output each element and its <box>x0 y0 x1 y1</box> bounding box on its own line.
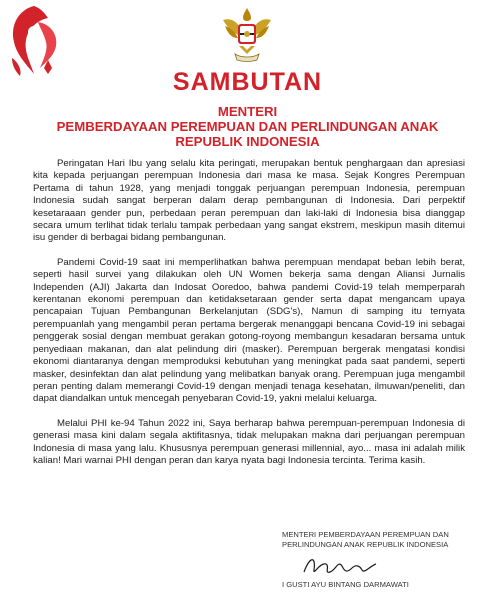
subtitle-line-1: MENTERI <box>217 104 278 119</box>
signature-block <box>282 530 492 590</box>
subtitle-line-2: PEMBERDAYAAN PEREMPUAN DAN PERLINDUNGAN ANAK <box>56 119 439 134</box>
signature-position-line-2: PERLINDUNGAN ANAK REPUBLIK INDONESIA <box>282 540 449 549</box>
phi-logo-icon <box>4 2 66 78</box>
signature-name: I GUSTI AYU BINTANG DARMAWATI <box>282 580 409 589</box>
page-title: SAMBUTAN <box>172 68 323 96</box>
paragraph-1: Peringatan Hari Ibu yang selalu kita peringati, merupakan bentuk penghargaan dan apresiasi kita kepada perjuangan perempuan Indonesia dari masa ke masa. Sejak Kongres Perempuan Pertama di tahun 1928, yang menjadi tonggak perjuangan perempuan Indonesia, perempuan Indonesia sudah sangat berperan dalam derap pembangunan di Indonesia. Dari perpektif kesetaraaan gender pun, perbedaan peran perempuan dan laki-laki di Indonesia bisa dianggap secara umum terlihat tidak terlalu tampak perbedaan yang sangat ekstrem, meskipun masih ditemui isu gender di berbagai bidang pembangunan. <box>33 158 465 244</box>
speech-body <box>33 158 465 479</box>
page-subtitle <box>40 104 455 149</box>
handwritten-signature <box>300 552 380 580</box>
garuda-pancasila-icon <box>221 6 273 64</box>
subtitle-line-3: REPUBLIK INDONESIA <box>175 134 320 149</box>
signature-position-line-1: MENTERI PEMBERDAYAAN PEREMPUAN DAN <box>282 530 449 539</box>
paragraph-2: Pandemi Covid-19 saat ini memperlihatkan bahwa perempuan mendapat beban lebih berat, seperti hasil survei yang dilakukan oleh UN Women bekerja sama dengan Aliansi Jurnalis Independen (AJI) Jakarta dan Indosat Ooredoo, bahwa pandemi Covid-19 telah memperparah kerentanan ekonomi perempuan dan ketidaksetaraan gender serta dapat mengancam upaya pencapaian Tujuan Pembangunan Berkelanjutan (SDG's), Namun di samping itu ternyata perempuanlah yang mengambil peran pertama bergerak menanggapi bencana Covid-19 ini sebagai penggerak sosial dengan membuat gerakan gotong-royong membangun kesadaran bersama untuk penyediaan makanan, dan alat pelindung diri (masker). Perempuan bergerak mengatasi kondisi ekonomi diantaranya dengan memproduksi kebutuhan yang meningkat pada saat pandemi, seperti masker, desinfektan dan alat pelindung yang melibatkan banyak orang. Perempuan juga mengambil peran penting dalam memerangi Covid-19 dengan menjadi tenaga kesehatan, ilmuwan/peneliti, dan dapat diandalkan untuk mencegah penyebaran Covid-19, yakni melalui keluarga. <box>33 256 465 405</box>
paragraph-3: Melalui PHI ke-94 Tahun 2022 ini, Saya berharap bahwa perempuan-perempuan Indonesia di generasi masa kini dalam segala aktifitasnya, tidak melupakan makna dari perjuangan perempuan Indonesia di masa yang lalu. Khususnya perempuan generasi millennial, ayo... masa ini adalah milik kalian! Mari warnai PHI dengan peran dan karya nyata bagi Indonesia tercinta. Terima kasih. <box>33 417 465 466</box>
